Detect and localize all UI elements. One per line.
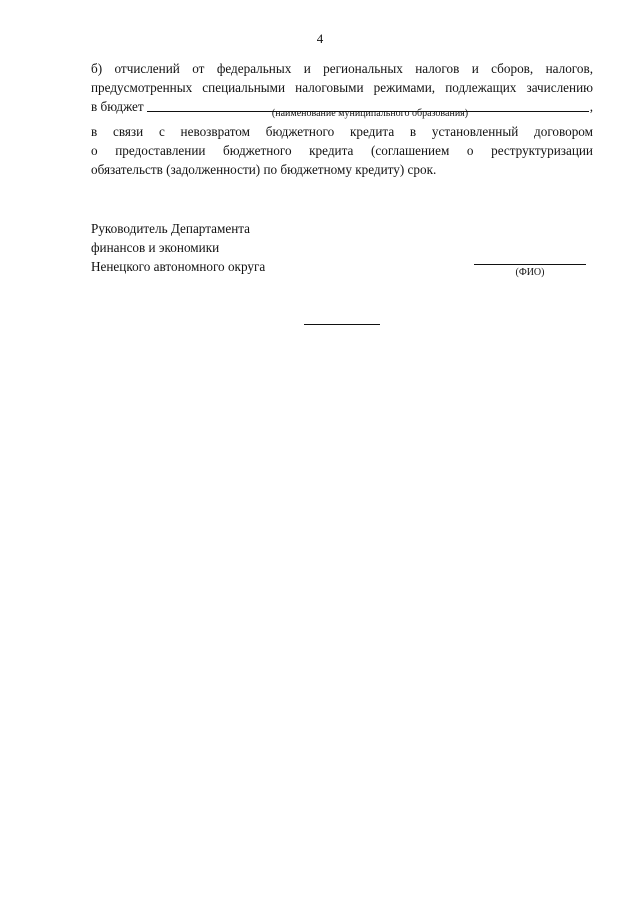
signatory-block <box>91 219 265 276</box>
budget-label: в бюджет <box>91 99 144 114</box>
reason-line-3: обязательств (задолженности) по бюджетному кредиту) срок. <box>91 162 437 177</box>
municipality-caption: (наименование муниципального образования) <box>271 108 469 119</box>
reason-paragraph <box>91 122 593 179</box>
clause-b-line-1: б) отчислений от федеральных и региональных налогов и сборов, налогов, <box>91 61 593 76</box>
reason-line-2: о предоставлении бюджетного кредита (соглашением о реструктуризации <box>91 143 593 158</box>
signatory-line-2: финансов и экономики <box>91 240 220 255</box>
signature-name-blank <box>474 264 586 265</box>
name-caption: (ФИО) <box>515 267 545 278</box>
end-separator-line <box>304 324 380 325</box>
reason-line-1: в связи с невозвратом бюджетного кредита в установленный договором <box>91 124 593 139</box>
clause-b-line-2: предусмотренных специальными налоговыми режимами, подлежащих зачислению <box>91 80 593 95</box>
budget-comma: , <box>589 99 593 114</box>
signatory-line-3: Ненецкого автономного округа <box>91 259 266 274</box>
signatory-line-1: Руководитель Департамента <box>91 221 251 236</box>
page-number: 4 <box>316 31 324 46</box>
